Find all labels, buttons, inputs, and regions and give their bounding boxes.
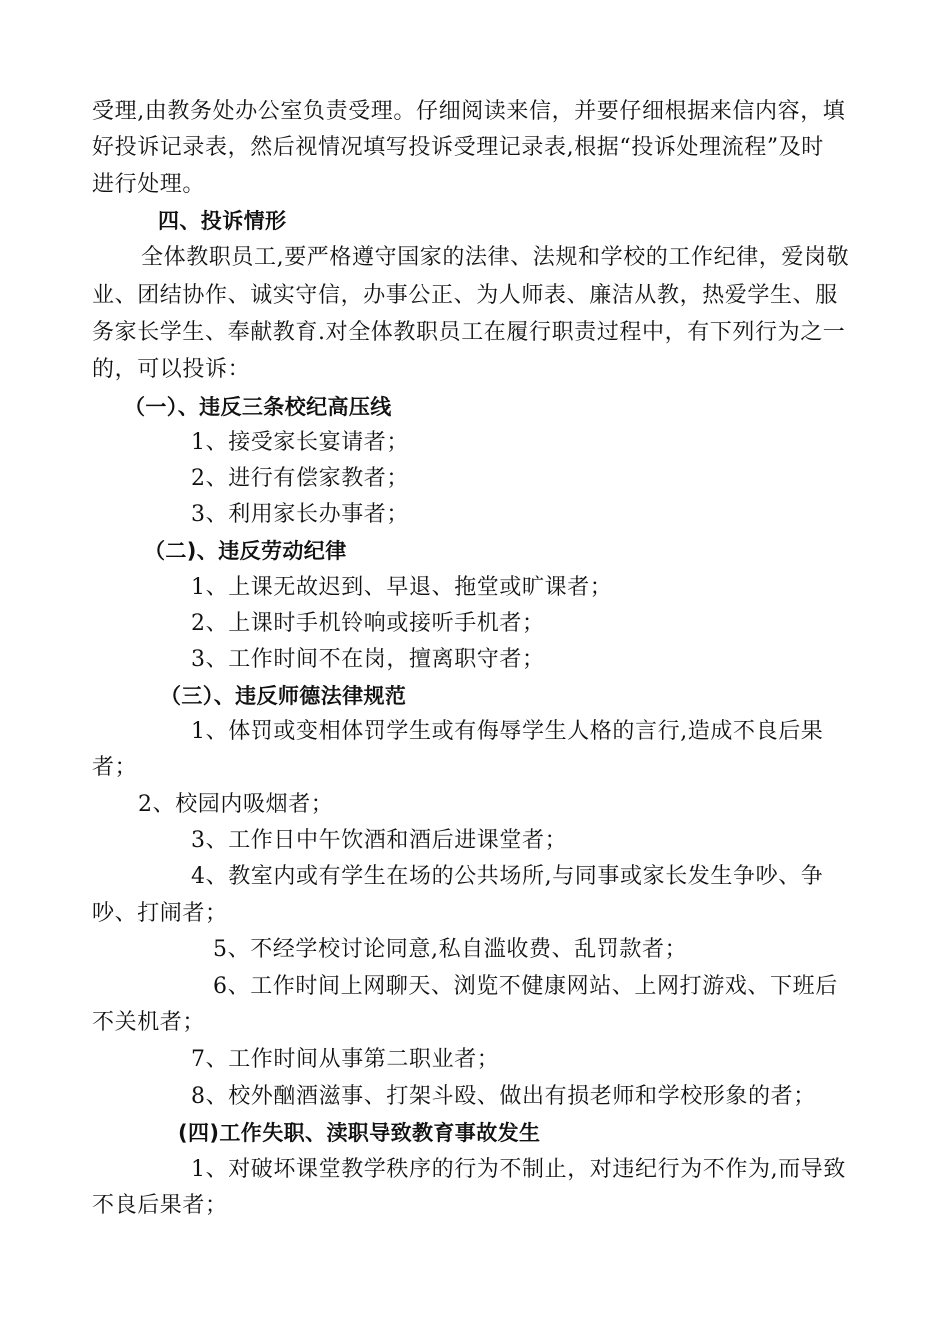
- subheading-2: （二)、违反劳动纪律: [144, 539, 347, 563]
- list-item-2-3: 3、工作时间不在岗，擅离职守者；: [191, 647, 545, 672]
- list-item-3-6-cont: 不关机者；: [92, 1010, 206, 1035]
- body-line-3: 进行处理。: [92, 172, 206, 197]
- section-heading-4: 四、投诉情形: [158, 209, 287, 233]
- list-item-3-1: 1、体罚或变相体罚学生或有侮辱学生人格的言行,造成不良后果: [191, 719, 824, 744]
- subheading-4: (四)工作失职、渎职导致教育事故发生: [178, 1121, 541, 1145]
- list-item-3-4: 4、教室内或有学生在场的公共场所,与同事或家长发生争吵、争: [191, 864, 824, 889]
- list-item-2-1: 1、上课无故迟到、早退、拖堂或旷课者；: [191, 575, 613, 600]
- list-item-3-3: 3、工作日中午饮酒和酒后进课堂者；: [191, 828, 568, 853]
- list-item-1-1: 1、接受家长宴请者；: [191, 430, 409, 455]
- list-item-4-1: 1、对破坏课堂教学秩序的行为不制止，对违纪行为不作为,而导致: [191, 1157, 846, 1182]
- body-line-1: 受理,由教务处办公室负责受理。仔细阅读来信，并要仔细根据来信内容，填: [92, 99, 846, 124]
- list-item-1-3: 3、利用家长办事者；: [191, 502, 409, 527]
- list-item-4-1-cont: 不良后果者；: [92, 1193, 228, 1218]
- body-line-8: 的，可以投诉：: [92, 357, 251, 382]
- subheading-1: （一）、违反三条校纪高压线: [124, 395, 392, 419]
- list-item-3-7: 7、工作时间从事第二职业者；: [191, 1047, 500, 1072]
- list-item-2-2: 2、上课时手机铃响或接听手机者；: [191, 611, 545, 636]
- body-line-7: 务家长学生、奉献教育.对全体教职员工在履行职责过程中，有下列行为之一: [92, 320, 846, 345]
- body-line-6: 业、团结协作、诚实守信，办事公正、为人师表、廉洁从教，热爱学生、服: [92, 283, 838, 308]
- list-item-3-2: 2、校园内吸烟者；: [138, 792, 334, 817]
- list-item-3-4-cont: 吵、打闹者；: [92, 901, 228, 926]
- body-line-2: 好投诉记录表，然后视情况填写投诉受理记录表,根据“投诉处理流程”及时: [92, 135, 824, 160]
- list-item-3-1-cont: 者；: [92, 755, 138, 780]
- subheading-3: （三）、违反师德法律规范: [160, 684, 407, 708]
- list-item-1-2: 2、进行有偿家教者；: [191, 466, 409, 491]
- list-item-3-6: 6、工作时间上网聊天、浏览不健康网站、上网打游戏、下班后: [213, 974, 838, 999]
- list-item-3-5: 5、不经学校讨论同意,私自滥收费、乱罚款者；: [213, 937, 688, 962]
- body-line-5: 全体教职员工,要严格遵守国家的法律、法规和学校的工作纪律，爱岗敬: [141, 245, 850, 270]
- list-item-3-8: 8、校外酗酒滋事、打架斗殴、做出有损老师和学校形象的者；: [191, 1084, 816, 1109]
